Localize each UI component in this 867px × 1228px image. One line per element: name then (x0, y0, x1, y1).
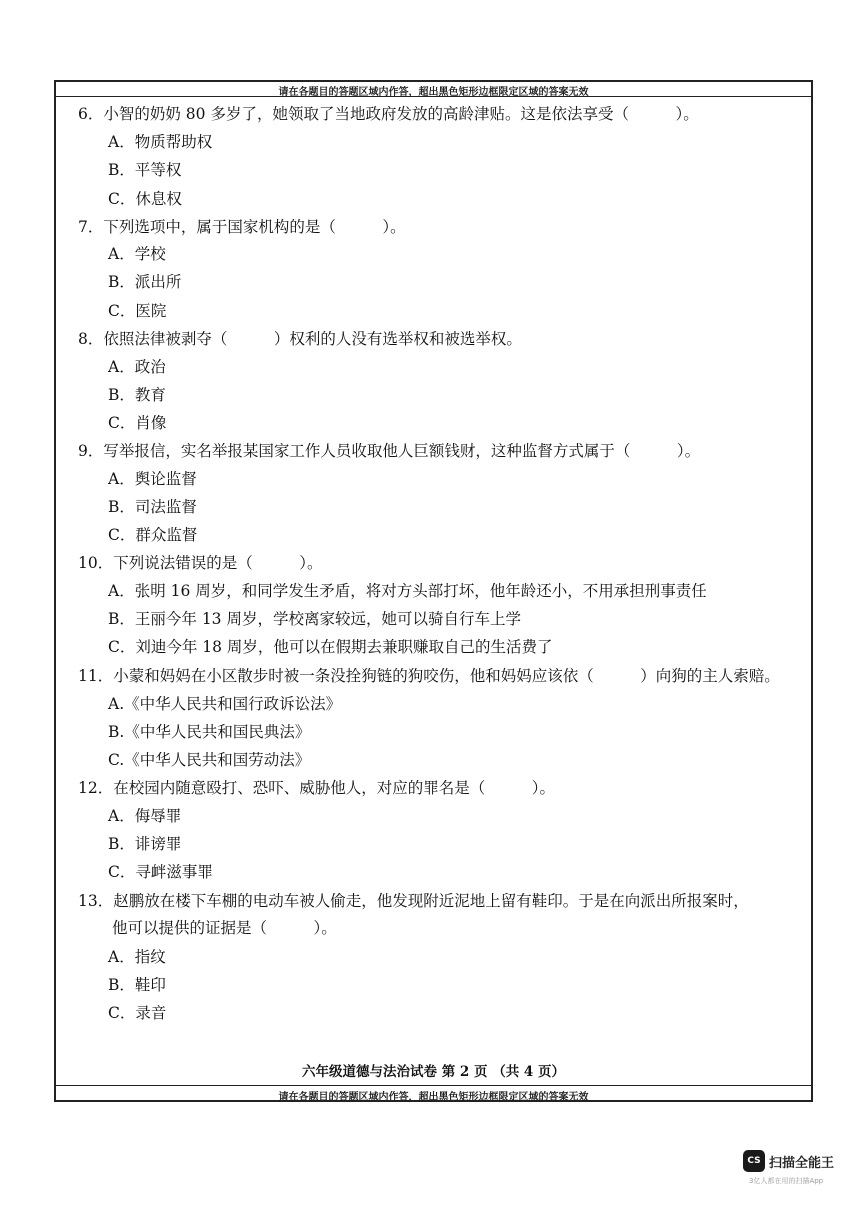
question-8-option-c: C．肖像 (108, 414, 167, 432)
question-12-stem: 12．在校园内随意殴打、恐吓、威胁他人，对应的罪名是（ ）。 (78, 779, 555, 797)
question-13-stem-continued: 他可以提供的证据是（ ）。 (112, 919, 337, 937)
question-11-option-b: B.《中华人民共和国民典法》 (108, 723, 311, 741)
question-13-option-a: A．指纹 (108, 948, 166, 966)
question-12-option-b: B．诽谤罪 (108, 835, 182, 853)
question-8-option-b: B．教育 (108, 386, 166, 404)
watermark-tagline: 3亿人都在用的扫描App (749, 1177, 824, 1185)
question-10-option-c: C．刘迪今年 18 周岁，他可以在假期去兼职赚取自己的生活费了 (108, 638, 553, 656)
question-11-option-a: A.《中华人民共和国行政诉讼法》 (108, 695, 342, 713)
question-8-stem: 8．依照法律被剥夺（ ）权利的人没有选举权和被选举权。 (78, 330, 522, 348)
question-12-option-a: A．侮辱罪 (108, 807, 182, 825)
scanner-watermark (743, 1148, 853, 1188)
question-10-option-b: B．王丽今年 13 周岁，学校离家较远，她可以骑自行车上学 (108, 610, 521, 628)
question-11-option-c: C.《中华人民共和国劳动法》 (108, 751, 311, 769)
question-7-option-c: C．医院 (108, 302, 167, 320)
question-13-option-c: C．录音 (108, 1004, 167, 1022)
question-6-option-c: C．休息权 (108, 190, 182, 208)
watermark-name: 扫描全能王 (769, 1156, 835, 1171)
question-9-stem: 9．写举报信，实名举报某国家工作人员收取他人巨额钱财，这种监督方式属于（ ）。 (78, 442, 701, 460)
question-12-option-c: C．寻衅滋事罪 (108, 863, 213, 881)
question-9-option-b: B．司法监督 (108, 498, 197, 516)
question-13-stem: 13．赵鹏放在楼下车棚的电动车被人偷走，他发现附近泥地上留有鞋印。于是在向派出所报案时， (78, 892, 749, 910)
question-6-option-b: B．平等权 (108, 161, 182, 179)
top-divider (56, 96, 811, 97)
camscanner-logo-icon: CS (743, 1150, 765, 1172)
question-11-stem: 11．小蒙和妈妈在小区散步时被一条没拴狗链的狗咬伤，他和妈妈应该依（ ）向狗的主人索赔。 (78, 667, 780, 685)
question-7-option-a: A．学校 (108, 245, 166, 263)
question-6-stem: 6．小智的奶奶 80 多岁了，她领取了当地政府发放的高龄津贴。这是依法享受（ ）。 (78, 105, 699, 123)
question-13-option-b: B．鞋印 (108, 976, 166, 994)
question-9-option-a: A．舆论监督 (108, 470, 197, 488)
page-footer: 六年级道德与法治试卷 第 2 页 （共 4 页） (302, 1064, 565, 1080)
question-8-option-a: A．政治 (108, 358, 166, 376)
bottom-notice: 请在各题目的答题区域内作答，超出黑色矩形边框限定区域的答案无效 (278, 1092, 589, 1103)
question-10-stem: 10．下列说法错误的是（ ）。 (78, 554, 323, 572)
bottom-divider (56, 1085, 811, 1086)
question-9-option-c: C．群众监督 (108, 526, 198, 544)
question-6-option-a: A．物质帮助权 (108, 133, 213, 151)
question-7-option-b: B．派出所 (108, 273, 182, 291)
top-notice: 请在各题目的答题区域内作答，超出黑色矩形边框限定区域的答案无效 (278, 87, 589, 98)
question-7-stem: 7．下列选项中，属于国家机构的是（ ）。 (78, 218, 406, 236)
question-10-option-a: A．张明 16 周岁，和同学发生矛盾，将对方头部打坏，他年龄还小，不用承担刑事责任 (108, 582, 707, 600)
answer-frame (54, 80, 813, 1102)
